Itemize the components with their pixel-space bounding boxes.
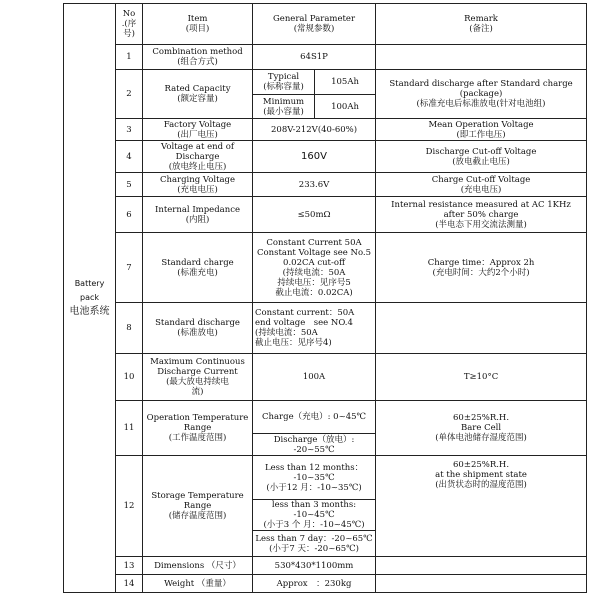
row-no: 6 — [116, 197, 143, 233]
row-12a — [64, 456, 587, 500]
row-param: 208V-212V(40-60%) — [253, 119, 376, 141]
system-label-en-1: Battery — [74, 279, 105, 288]
row-no: 11 — [116, 401, 143, 456]
row-item: Factory Voltage (出厂电压) — [143, 119, 253, 141]
system-label-zh: 电池系统 — [69, 306, 110, 317]
row-5 — [64, 173, 587, 197]
header-item: Item (项目) — [143, 4, 253, 45]
row-item: Weight （重量） — [143, 575, 253, 593]
row-param: 64S1P — [253, 45, 376, 70]
row-item: Rated Capacity (额定容量) — [143, 70, 253, 119]
row-remark: Charge Cut-off Voltage (充电电压) — [376, 173, 587, 197]
row-param: Approx ：230kg — [253, 575, 376, 593]
row-remark: Charge time：Approx 2h (充电时间：大约2个小时) — [376, 233, 587, 303]
row-param: Constant Current 50A Constant Voltage see No.5 0.02CA cut-off (持续电流：50A 持续电压：见序号5 截止电流：0.02CA) — [253, 233, 376, 303]
typical-value: 105Ah — [315, 70, 376, 95]
row-item: Internal Impedance (内阻) — [143, 197, 253, 233]
row-no: 1 — [116, 45, 143, 70]
spec-sheet — [63, 3, 586, 597]
row-param: ≤50mΩ — [253, 197, 376, 233]
row-item: Voltage at end of Discharge (放电终止电压) — [143, 141, 253, 173]
row-14 — [64, 575, 587, 593]
header-no: No .(序 号) — [116, 4, 143, 45]
row-1 — [64, 45, 587, 70]
row-item: Maximum Continuous Discharge Current (最大放电持续电 流) — [143, 354, 253, 401]
row-no: 7 — [116, 233, 143, 303]
row-param: 100A — [253, 354, 376, 401]
row-13 — [64, 557, 587, 575]
row-6 — [64, 197, 587, 233]
row-remark — [376, 557, 587, 575]
typical-label: Typical (标称容量) — [253, 70, 315, 95]
row-remark: Discharge Cut-off Voltage (放电截止电压) — [376, 141, 587, 173]
header-remark: Remark (备注) — [376, 4, 587, 45]
storage-7-days: Less than 7 day：-20~65℃ (小于7 天：-20~65℃) — [253, 531, 376, 557]
row-item: Dimensions （尺寸） — [143, 557, 253, 575]
row-remark: Internal resistance measured at AC 1KHz after 50% charge (半电态下用交流法测量) — [376, 197, 587, 233]
row-param: Constant current：50A end voltage see NO.4 (持续电流：50A 截止电压：见序号4) — [253, 303, 376, 354]
discharge-temp: Discharge（放电）: -20~55℃ — [253, 434, 376, 456]
row-item: Combination method (组合方式) — [143, 45, 253, 70]
row-remark: Mean Operation Voltage (即工作电压) — [376, 119, 587, 141]
row-no: 13 — [116, 557, 143, 575]
charge-temp: Charge（充电）: 0~45℃ — [253, 401, 376, 434]
minimum-label: Minimum (最小容量) — [253, 95, 315, 119]
row-no: 10 — [116, 354, 143, 401]
row-7 — [64, 233, 587, 303]
row-no: 3 — [116, 119, 143, 141]
storage-3-months: less than 3 months: -10~45℃ (小于3 个 月：-10~45℃) — [253, 500, 376, 531]
row-item: Standard charge (标准充电) — [143, 233, 253, 303]
row-4 — [64, 141, 587, 173]
system-cell — [64, 4, 116, 593]
row-remark — [376, 303, 587, 354]
row-no: 8 — [116, 303, 143, 354]
minimum-value: 100Ah — [315, 95, 376, 119]
row-remark: T≥10°C — [376, 354, 587, 401]
row-no: 14 — [116, 575, 143, 593]
row-3 — [64, 119, 587, 141]
row-item: Charging Voltage (充电电压) — [143, 173, 253, 197]
row-remark: 60±25%R.H. at the shipment state (出货状态时的湿度范围) — [376, 456, 587, 557]
header-general: General Parameter (常规参数) — [253, 4, 376, 45]
row-item: Operation Temperature Range (工作温度范围) — [143, 401, 253, 456]
row-8 — [64, 303, 587, 354]
row-2a — [64, 70, 587, 95]
row-param: 530*430*1100mm — [253, 557, 376, 575]
row-item: Storage Temperature Range (储存温度范围) — [143, 456, 253, 557]
row-11a — [64, 401, 587, 434]
row-param: 233.6V — [253, 173, 376, 197]
system-label-en-2: pack — [79, 293, 99, 302]
row-no: 5 — [116, 173, 143, 197]
row-no: 4 — [116, 141, 143, 173]
row-10 — [64, 354, 587, 401]
row-no: 2 — [116, 70, 143, 119]
row-remark — [376, 575, 587, 593]
storage-12-months: Less than 12 months： -10~35℃ (小于12 月：-10~35℃) — [253, 456, 376, 500]
row-remark — [376, 45, 587, 70]
row-remark: Standard discharge after Standard charge (package) (标准充电后标准放电(针对电池组) — [376, 70, 587, 119]
header-row — [64, 4, 587, 45]
row-no: 12 — [116, 456, 143, 557]
row-item: Standard discharge (标准放电) — [143, 303, 253, 354]
battery-spec-table — [63, 3, 587, 593]
row-param: 160V — [253, 141, 376, 173]
row-remark: 60±25%R.H. Bare Cell (单体电池储存湿度范围) — [376, 401, 587, 456]
